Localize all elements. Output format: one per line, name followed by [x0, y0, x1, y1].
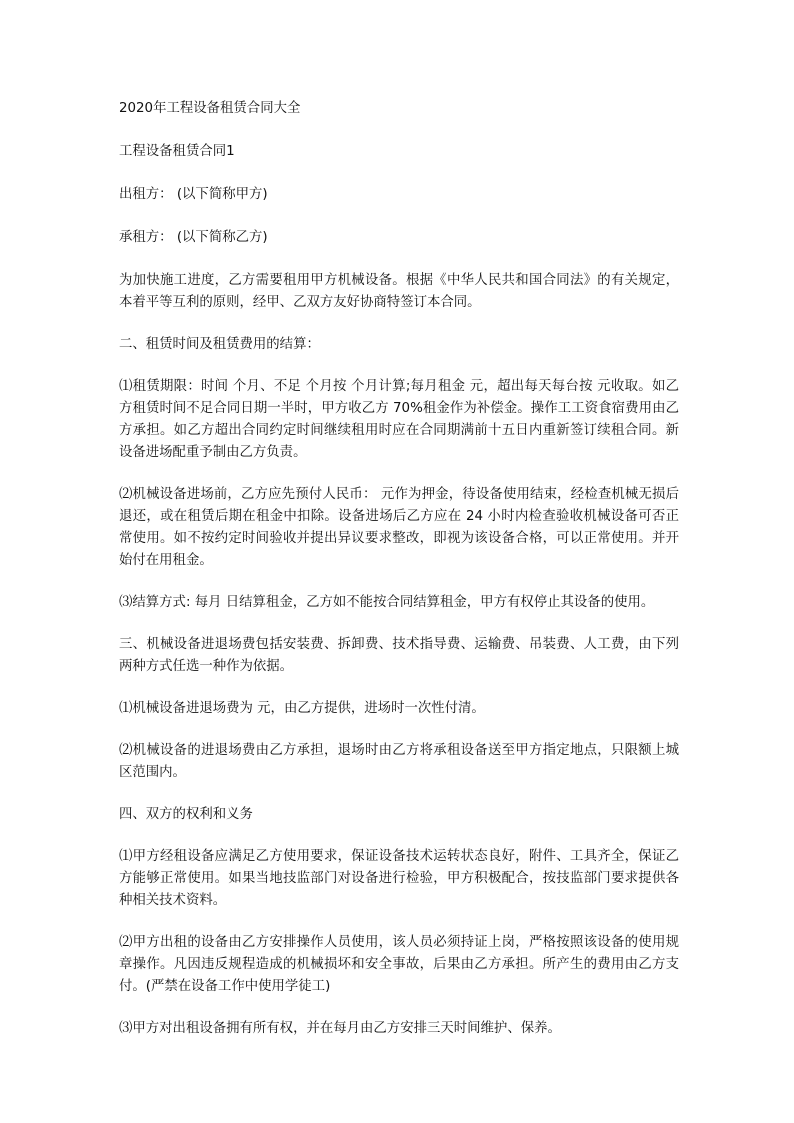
contract-subtitle: 工程设备租赁合同1 — [119, 144, 235, 159]
section-4-item-1: ⑴甲方经租设备应满足乙方使用要求，保证设备技术运转状态良好，附件、工具齐全，保证乙方能够正常使用。如果当地技监部门对设备进行检验，甲方积极配合，按技监部门要求提供各种相关技术资料。 — [119, 849, 679, 908]
section-2-heading: 二、租赁时间及租赁费用的结算： — [119, 337, 320, 352]
lessor-line: 出租方： (以下简称甲方) — [119, 187, 268, 202]
document-body — [119, 98, 679, 1060]
section-4-item-3: ⑶甲方对出租设备拥有所有权，并在每月由乙方安排三天时间维护、保养。 — [119, 1021, 561, 1036]
section-2-item-1: ⑴租赁期限：时间 个月、不足 个月按 个月计算;每月租金 元，超出每天每台按 元收取。如乙方租赁时间不足合同日期一半时，甲方收乙方 70%租金作为补偿金。操作工工资食宿费用由乙方承担。如乙方超出合同约定时间继续租用时应在合同期满前十五日内重新签订续租合同。新设备进场配重予制由乙方负责。 — [119, 379, 679, 460]
section-2-item-2: ⑵机械设备进场前，乙方应先预付人民币： 元作为押金，待设备使用结束，经检查机械无损后退还，或在租赁后期在租金中扣除。设备进场后乙方应在 24 小时内检查验收机械设备可否正常使用。如不按约定时间验收并提出异议要求整改，即视为该设备合格，可以正常使用。并开始付在用租金。 — [119, 487, 679, 568]
section-3-item-1: ⑴机械设备进退场费为 元，由乙方提供，进场时一次性付清。 — [119, 701, 485, 716]
section-3-heading: 三、机械设备进退场费包括安装费、拆卸费、技术指导费、运输费、吊装费、人工费，由下列两种方式任选一种作为依据。 — [119, 637, 679, 674]
document-title: 2020年工程设备租赁合同大全 — [119, 101, 301, 116]
section-3-item-2: ⑵机械设备的进退场费由乙方承担，退场时由乙方将承租设备送至甲方指定地点，只限额上城区范围内。 — [119, 743, 679, 780]
section-4-heading: 四、双方的权利和义务 — [119, 807, 253, 822]
lessee-line: 承租方： (以下简称乙方) — [119, 230, 268, 245]
section-4-item-2: ⑵甲方出租的设备由乙方安排操作人员使用，该人员必须持证上岗，严格按照该设备的使用规章操作。凡因违反规程造成的机械损坏和安全事故，后果由乙方承担。所产生的费用由乙方支付。(严禁在设备工作中使用学徒工) — [119, 935, 679, 994]
intro-paragraph: 为加快施工进度，乙方需要租用甲方机械设备。根据《中华人民共和国合同法》的有关规定，本着平等互利的原则，经甲、乙双方友好协商特签订本合同。 — [119, 273, 679, 310]
section-2-item-3: ⑶结算方式: 每月 日结算租金，乙方如不能按合同结算租金，甲方有权停止其设备的使用。 — [119, 595, 655, 610]
